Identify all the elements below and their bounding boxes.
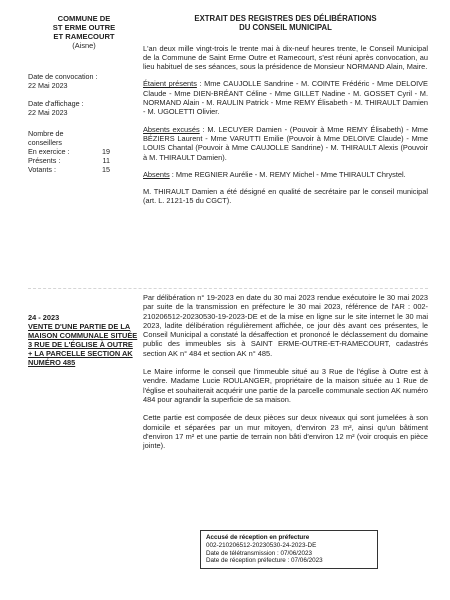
department: (Aisne) [72, 41, 96, 50]
convocation-label: Date de convocation : [28, 72, 98, 81]
document-title-line2: DU CONSEIL MUNICIPAL [239, 23, 332, 33]
affichage-date: 22 Mai 2023 [28, 108, 68, 117]
count-label: Présents : [28, 156, 61, 165]
excuses-list: : M. LECUYER Damien - (Pouvoir à Mme REMY Élisabeth) - Mme BÉZIERS Laurent - Mme VARUTTI Emilie (Pouvoir à Mme DELOIVE Claude) - Mme LOUIS Chantal (Pouvoir à Mme CAUJOLLE Sandrine) - M. THIRAULT Alexis (Pouvoir à M. THIRAULT Damien). [143, 124, 428, 162]
count-value: 15 [102, 165, 110, 174]
stamp-line3: Date de télétransmission : 07/06/2023 [206, 549, 313, 557]
secretary-paragraph: M. THIRAULT Damien a été désigné en qualité de secrétaire par le conseil municipal (art. L. 2121-15 du CGCT). [143, 187, 428, 206]
subject-title: VENTE D'UNE PARTIE DE LA MAISON COMMUNALE SITUÉE 3 RUE DE L'ÉGLISE À OUTRE + LA PARCELLE SECTION AK NUMÉRO 485 [28, 322, 138, 367]
absents-paragraph [143, 170, 428, 179]
count-row [28, 156, 118, 165]
presents-list: : Mme CAUJOLLE Sandrine - M. COINTE Frédéric - Mme DELOIVE Claude - Mme DIEN-BRÉANT Céline - Mme GILLET Nadine - M. GOSSET Cyril - M. NORMAND Alain - M. RAULIN Patrick - Mme REMY Élisabeth - M. THIRAULT Damien - M. UGOLETTI Olivier. [143, 79, 428, 117]
excuses-paragraph [143, 125, 428, 162]
body-paragraph-1: Par délibération n° 19-2023 en date du 30 mai 2023 rendue exécutoire le 30 mai 2023 par suite de la transmission en préfecture le 30 mai 2023, référence de l'AR : 002-210206512-20230530-19-2023-DE et de la mise en ligne sur le site internet le 30 mai 2023, ladite délibération régulièrement affichée, ce jour dès avant ces présentes, le Conseil Municipal a constaté la désaffection et prononcé le déclassement du domaine public des immeubles sis à SAINT ERME-OUTRE-ET-RAMECOURT, cadastrés section AK n° 484 et section AK n° 485. [143, 293, 428, 358]
absents-label: Absents [143, 169, 170, 179]
presents-paragraph [143, 79, 428, 116]
section-divider [28, 288, 428, 289]
count-row [28, 147, 118, 156]
count-label: En exercice : [28, 147, 70, 156]
count-row [28, 165, 118, 174]
counts-title-line2: conseillers [28, 138, 62, 147]
commune-name-line1: COMMUNE DE [57, 14, 111, 23]
affichage-label: Date d'affichage : [28, 99, 84, 108]
right-column [143, 14, 428, 206]
count-label: Votants : [28, 165, 56, 174]
commune-name-line2: ST ERME OUTRE [52, 23, 116, 32]
left-column [28, 14, 140, 174]
subject-number: 24 - 2023 [28, 313, 60, 322]
count-value: 19 [102, 147, 110, 156]
counts-title-line1: Nombre de [28, 129, 64, 138]
stamp-line1: Accusé de réception en préfecture [206, 534, 310, 541]
convocation-date: 22 Mai 2023 [28, 81, 68, 90]
excuses-label: Absents excusés [143, 124, 200, 134]
presents-label: Étaient présents [143, 79, 197, 89]
stamp-line4: Date de réception préfecture : 07/06/2023 [206, 557, 323, 565]
absents-list: : Mme REGNIER Aurélie - M. REMY Michel - Mme THIRAULT Chrystel. [169, 169, 406, 179]
prefecture-receipt-stamp [200, 530, 378, 569]
deliberation-body [143, 293, 428, 459]
document-title-line1: EXTRAIT DES REGISTRES DES DÉLIBÉRATIONS [194, 14, 377, 23]
commune-name-line3: ET RAMECOURT [53, 32, 115, 41]
body-paragraph-3: Cette partie est composée de deux pièces sur deux niveaux qui sont jumelées à son domicile et séparées par un mur mitoyen, d'environ 23 m², ainsi qu'un bâtiment d'environ 17 m² et une partie de terrain non bâti d'environ 12 m² (voir croquis en pièce jointe). [143, 413, 428, 451]
count-value: 11 [102, 156, 110, 165]
subject-block [28, 313, 138, 367]
counts-table [28, 147, 118, 174]
body-paragraph-2: Le Maire informe le conseil que l'immeuble situé au 3 Rue de l'église à Outre est à vendre. Madame Lucie ROULANGER, propriétaire de la maison située au 1 Rue de l'église et souhaiterait acquérir une partie de la parcelle communale section AK numéro 484 pour agrandir la superficie de sa maison. [143, 367, 428, 404]
stamp-line2: 002-210206512-20230530-24-2023-DE [206, 541, 317, 549]
intro-paragraph: L'an deux mille vingt-trois le trente mai à dix-neuf heures trente, le Conseil Municipal de la Commune de Saint Erme Outre et Ramecourt, s'est réuni après convocation, au lieu habituel de ses séances, sous la présidence de Monsieur NORMAND Alain, Maire. [143, 43, 428, 72]
